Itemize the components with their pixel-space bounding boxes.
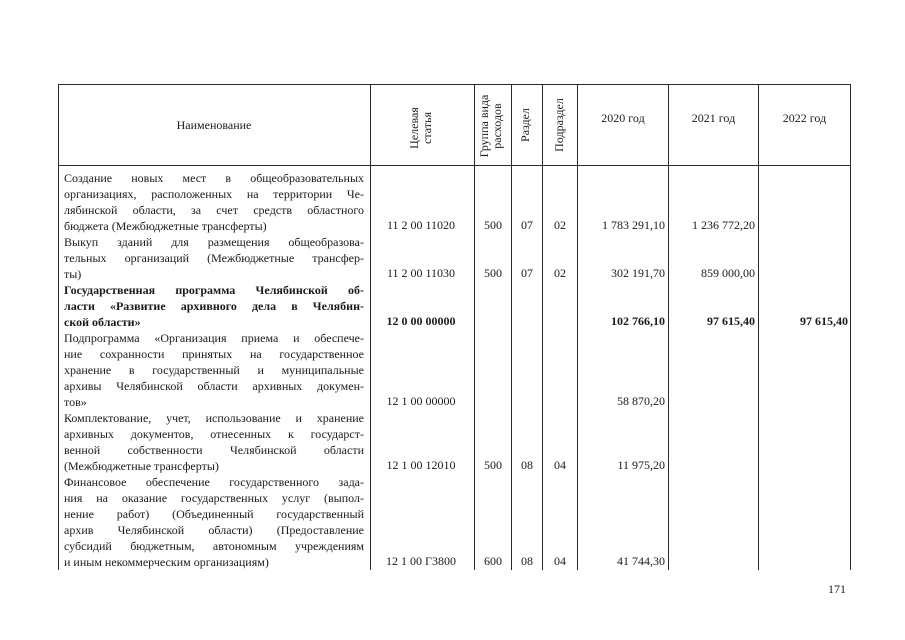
- row5-section: 08: [521, 458, 533, 472]
- row4-code: 12 1 00 00000: [386, 394, 456, 408]
- row2-name-line2: тельных организаций (Межбюджетные трансфер-: [64, 251, 364, 265]
- row1-name-line3: лябинской области, за счет средств областного: [64, 203, 364, 217]
- row5-name-line3: венной собственности Челябинской области: [64, 443, 364, 457]
- row1-section: 07: [521, 218, 533, 232]
- header-target-article: Целевая статья: [407, 107, 434, 149]
- row4-name-line4: архивы Челябинской области архивных докумен-: [64, 379, 364, 393]
- col-border-2: [474, 84, 475, 570]
- row5-code: 12 1 00 12010: [386, 458, 456, 472]
- header-subsection: Подраздел: [552, 98, 566, 152]
- header-name: Наименование: [176, 118, 252, 132]
- row4-name-line3: хранение в государственный и муниципальные: [64, 363, 364, 377]
- row2-2021: 859 000,00: [701, 266, 755, 280]
- row6-2020: 41 744,30: [617, 554, 665, 568]
- row3-2022: 97 615,40: [800, 314, 848, 328]
- header-bottom-border: [58, 165, 851, 166]
- col-border-4: [542, 84, 543, 570]
- row5-name-line1: Комплектование, учет, использование и хранение: [64, 411, 364, 425]
- col-border-5: [577, 84, 578, 570]
- row3-name-line1: Государственная программа Челябинской об-: [64, 283, 364, 297]
- row6-name-line4: архив Челябинской области) (Предоставление: [64, 523, 364, 537]
- row1-2020: 1 783 291,10: [602, 218, 665, 232]
- row6-name-line6: и иным некоммерческим организациям): [64, 555, 269, 569]
- row2-name-line3: ты): [64, 267, 82, 281]
- header-section: Раздел: [518, 108, 532, 142]
- row2-subsection: 02: [554, 266, 566, 280]
- row3-2020: 102 766,10: [611, 314, 665, 328]
- row4-name-line5: тов»: [64, 395, 87, 409]
- row4-2020: 58 870,20: [617, 394, 665, 408]
- row6-name-line2: ния на оказание государственных услуг (выпол-: [64, 491, 364, 505]
- col-border-0: [58, 84, 59, 570]
- row3-name-line2: ласти «Развитие архивного дела в Челябин-: [64, 299, 364, 313]
- row2-code: 11 2 00 11030: [386, 266, 456, 280]
- col-border-3: [511, 84, 512, 570]
- row4-name-line2: ние сохранности принятых на государственное: [64, 347, 364, 361]
- row1-name-line4: бюджета (Межбюджетные трансферты): [64, 219, 267, 233]
- row3-code: 12 0 00 00000: [386, 314, 456, 328]
- row1-name-line2: организациях, расположенных на территории Че-: [64, 187, 364, 201]
- row5-2020: 11 975,20: [617, 458, 665, 472]
- row5-name-line4: (Межбюджетные трансферты): [64, 459, 219, 473]
- row5-name-line2: архивных документов, отнесенных к государст-: [64, 427, 364, 441]
- row3-2021: 97 615,40: [707, 314, 755, 328]
- header-2021: 2021 год: [691, 111, 736, 125]
- row2-2020: 302 191,70: [611, 266, 665, 280]
- table-top-border: [58, 84, 851, 85]
- col-border-8: [850, 84, 851, 570]
- row2-name-line1: Выкуп зданий для размещения общеобразова-: [64, 235, 364, 249]
- row3-name-line3: ской области»: [64, 315, 141, 329]
- row4-name-line1: Подпрограмма «Организация приема и обеспече-: [64, 331, 364, 345]
- row6-code: 12 1 00 Г3800: [386, 554, 456, 568]
- row1-name-line1: Создание новых мест в общеобразовательных: [64, 171, 364, 185]
- row2-group: 500: [484, 266, 502, 280]
- header-expense-group: Группа вида расходов: [477, 94, 504, 158]
- row1-group: 500: [484, 218, 502, 232]
- row6-name-line1: Финансовое обеспечение государственного зада-: [64, 475, 364, 489]
- row1-code: 11 2 00 11020: [386, 218, 456, 232]
- col-border-1: [370, 84, 371, 570]
- row6-name-line3: нение работ) (Объединенный государственный: [64, 507, 364, 521]
- row5-subsection: 04: [554, 458, 566, 472]
- page-number: 171: [828, 582, 846, 596]
- row6-subsection: 04: [554, 554, 566, 568]
- col-border-7: [758, 84, 759, 570]
- header-2020: 2020 год: [601, 111, 645, 125]
- row5-group: 500: [484, 458, 502, 472]
- header-2022: 2022 год: [782, 111, 827, 125]
- row6-name-line5: субсидий бюджетным, автономным учреждениям: [64, 539, 364, 553]
- row1-subsection: 02: [554, 218, 566, 232]
- row2-section: 07: [521, 266, 533, 280]
- row6-group: 600: [484, 554, 502, 568]
- row6-section: 08: [521, 554, 533, 568]
- row1-2021: 1 236 772,20: [692, 218, 755, 232]
